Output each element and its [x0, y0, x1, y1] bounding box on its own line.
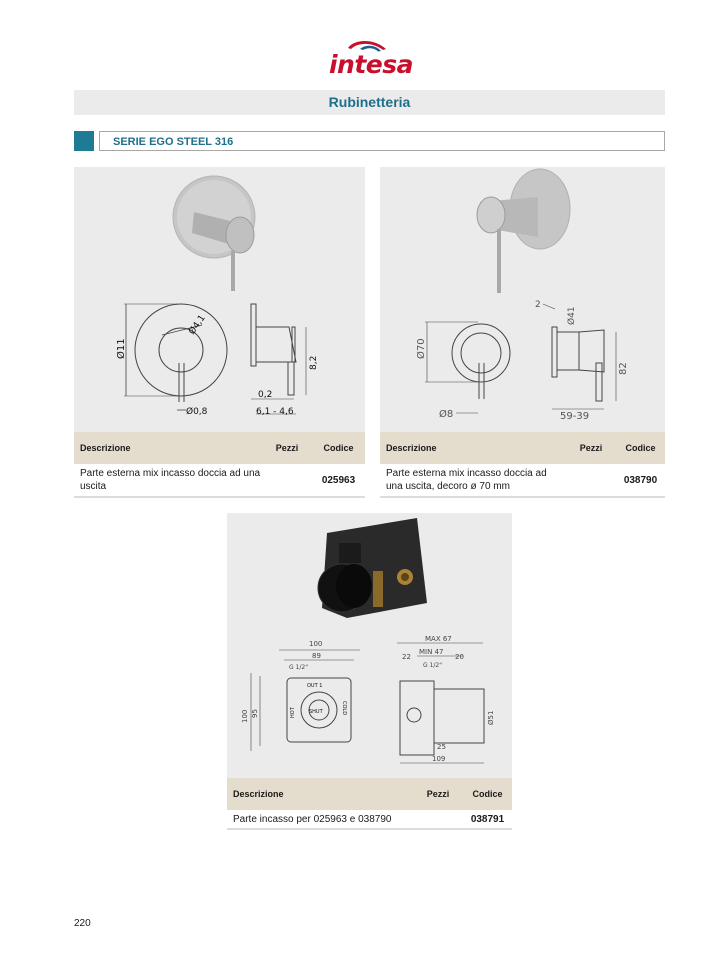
dim-depth-025963: 6,1 - 4,6	[256, 407, 294, 417]
col-codice: Codice	[323, 443, 354, 453]
dim-thickness-025963: 0,2	[258, 390, 273, 400]
dim-plate-038790: Ø70	[416, 338, 427, 359]
product-table-025963	[74, 432, 365, 498]
label-shut: SHUT	[309, 709, 323, 715]
dim-lever-025963: Ø0,8	[186, 407, 208, 417]
product-drawing-025963	[74, 167, 365, 432]
series-title: SERIE EGO STEEL 316	[113, 136, 234, 148]
series-header	[99, 131, 665, 151]
product-description: Parte esterna mix incasso doccia ad una uscita	[80, 468, 261, 492]
table-header	[74, 432, 365, 464]
dim-height-inner: 95	[251, 709, 259, 718]
dim-lever-038790: Ø8	[439, 409, 454, 420]
product-table-038791	[227, 778, 512, 830]
brand-logo-text: intesa	[328, 50, 414, 79]
table-row	[380, 464, 665, 498]
dim-width-outer: 100	[309, 640, 323, 648]
dim-max: MAX 67	[425, 635, 452, 643]
product-code: 038790	[623, 474, 658, 486]
col-codice: Codice	[625, 443, 656, 453]
product-image-038790	[380, 167, 665, 432]
dim-total: 109	[432, 755, 446, 763]
dim-height-038790: 82	[618, 362, 629, 375]
dim-height-025963: 8,2	[309, 355, 319, 370]
product-drawing-038790	[380, 167, 665, 432]
dim-body-038791: Ø51	[487, 710, 495, 725]
col-descrizione: Descrizione	[386, 443, 437, 453]
table-header	[380, 432, 665, 464]
product-description: Parte esterna mix incasso doccia ad una uscita, decoro ø 70 mm	[386, 468, 547, 492]
dim-width-inner: 89	[312, 652, 321, 660]
col-codice: Codice	[472, 789, 503, 799]
dim-plate-025963: Ø11	[116, 338, 127, 359]
product-image-038791	[227, 513, 512, 778]
series-marker	[74, 131, 94, 151]
product-image-025963	[74, 167, 365, 432]
dim-gap-right: 20	[455, 653, 464, 661]
dim-pipe: 25	[437, 743, 446, 751]
col-descrizione: Descrizione	[80, 443, 131, 453]
dim-depth-038790: 59-39	[560, 411, 590, 422]
section-title: Rubinetteria	[328, 94, 411, 110]
dim-thickness-038790: 2	[535, 300, 541, 310]
col-descrizione: Descrizione	[233, 789, 284, 799]
table-header	[227, 778, 512, 810]
product-table-038790	[380, 432, 665, 498]
page-number: 220	[74, 918, 91, 929]
section-band	[74, 90, 665, 115]
product-description: Parte incasso per 025963 e 038790	[233, 813, 392, 825]
table-row	[74, 464, 365, 498]
table-row	[227, 810, 512, 830]
product-drawing-038791	[227, 513, 512, 778]
dim-body-025963: Ø4,1	[187, 313, 208, 337]
dim-min: MIN 47	[419, 648, 444, 656]
dim-thread-side: G 1/2"	[423, 662, 442, 669]
product-code: 025963	[321, 474, 356, 486]
dim-body-038790: Ø41	[567, 306, 577, 325]
label-cold: COLD	[341, 701, 347, 716]
col-pezzi: Pezzi	[426, 789, 450, 799]
label-out1: OUT 1	[307, 683, 323, 689]
dim-thread-top: G 1/2"	[289, 664, 308, 671]
dim-gap-left: 22	[402, 653, 411, 661]
col-pezzi: Pezzi	[579, 443, 603, 453]
dim-height-outer: 100	[241, 709, 249, 723]
col-pezzi: Pezzi	[275, 443, 299, 453]
label-hot: HOT	[290, 707, 296, 718]
brand-logo	[326, 36, 416, 82]
product-code: 038791	[470, 813, 505, 825]
